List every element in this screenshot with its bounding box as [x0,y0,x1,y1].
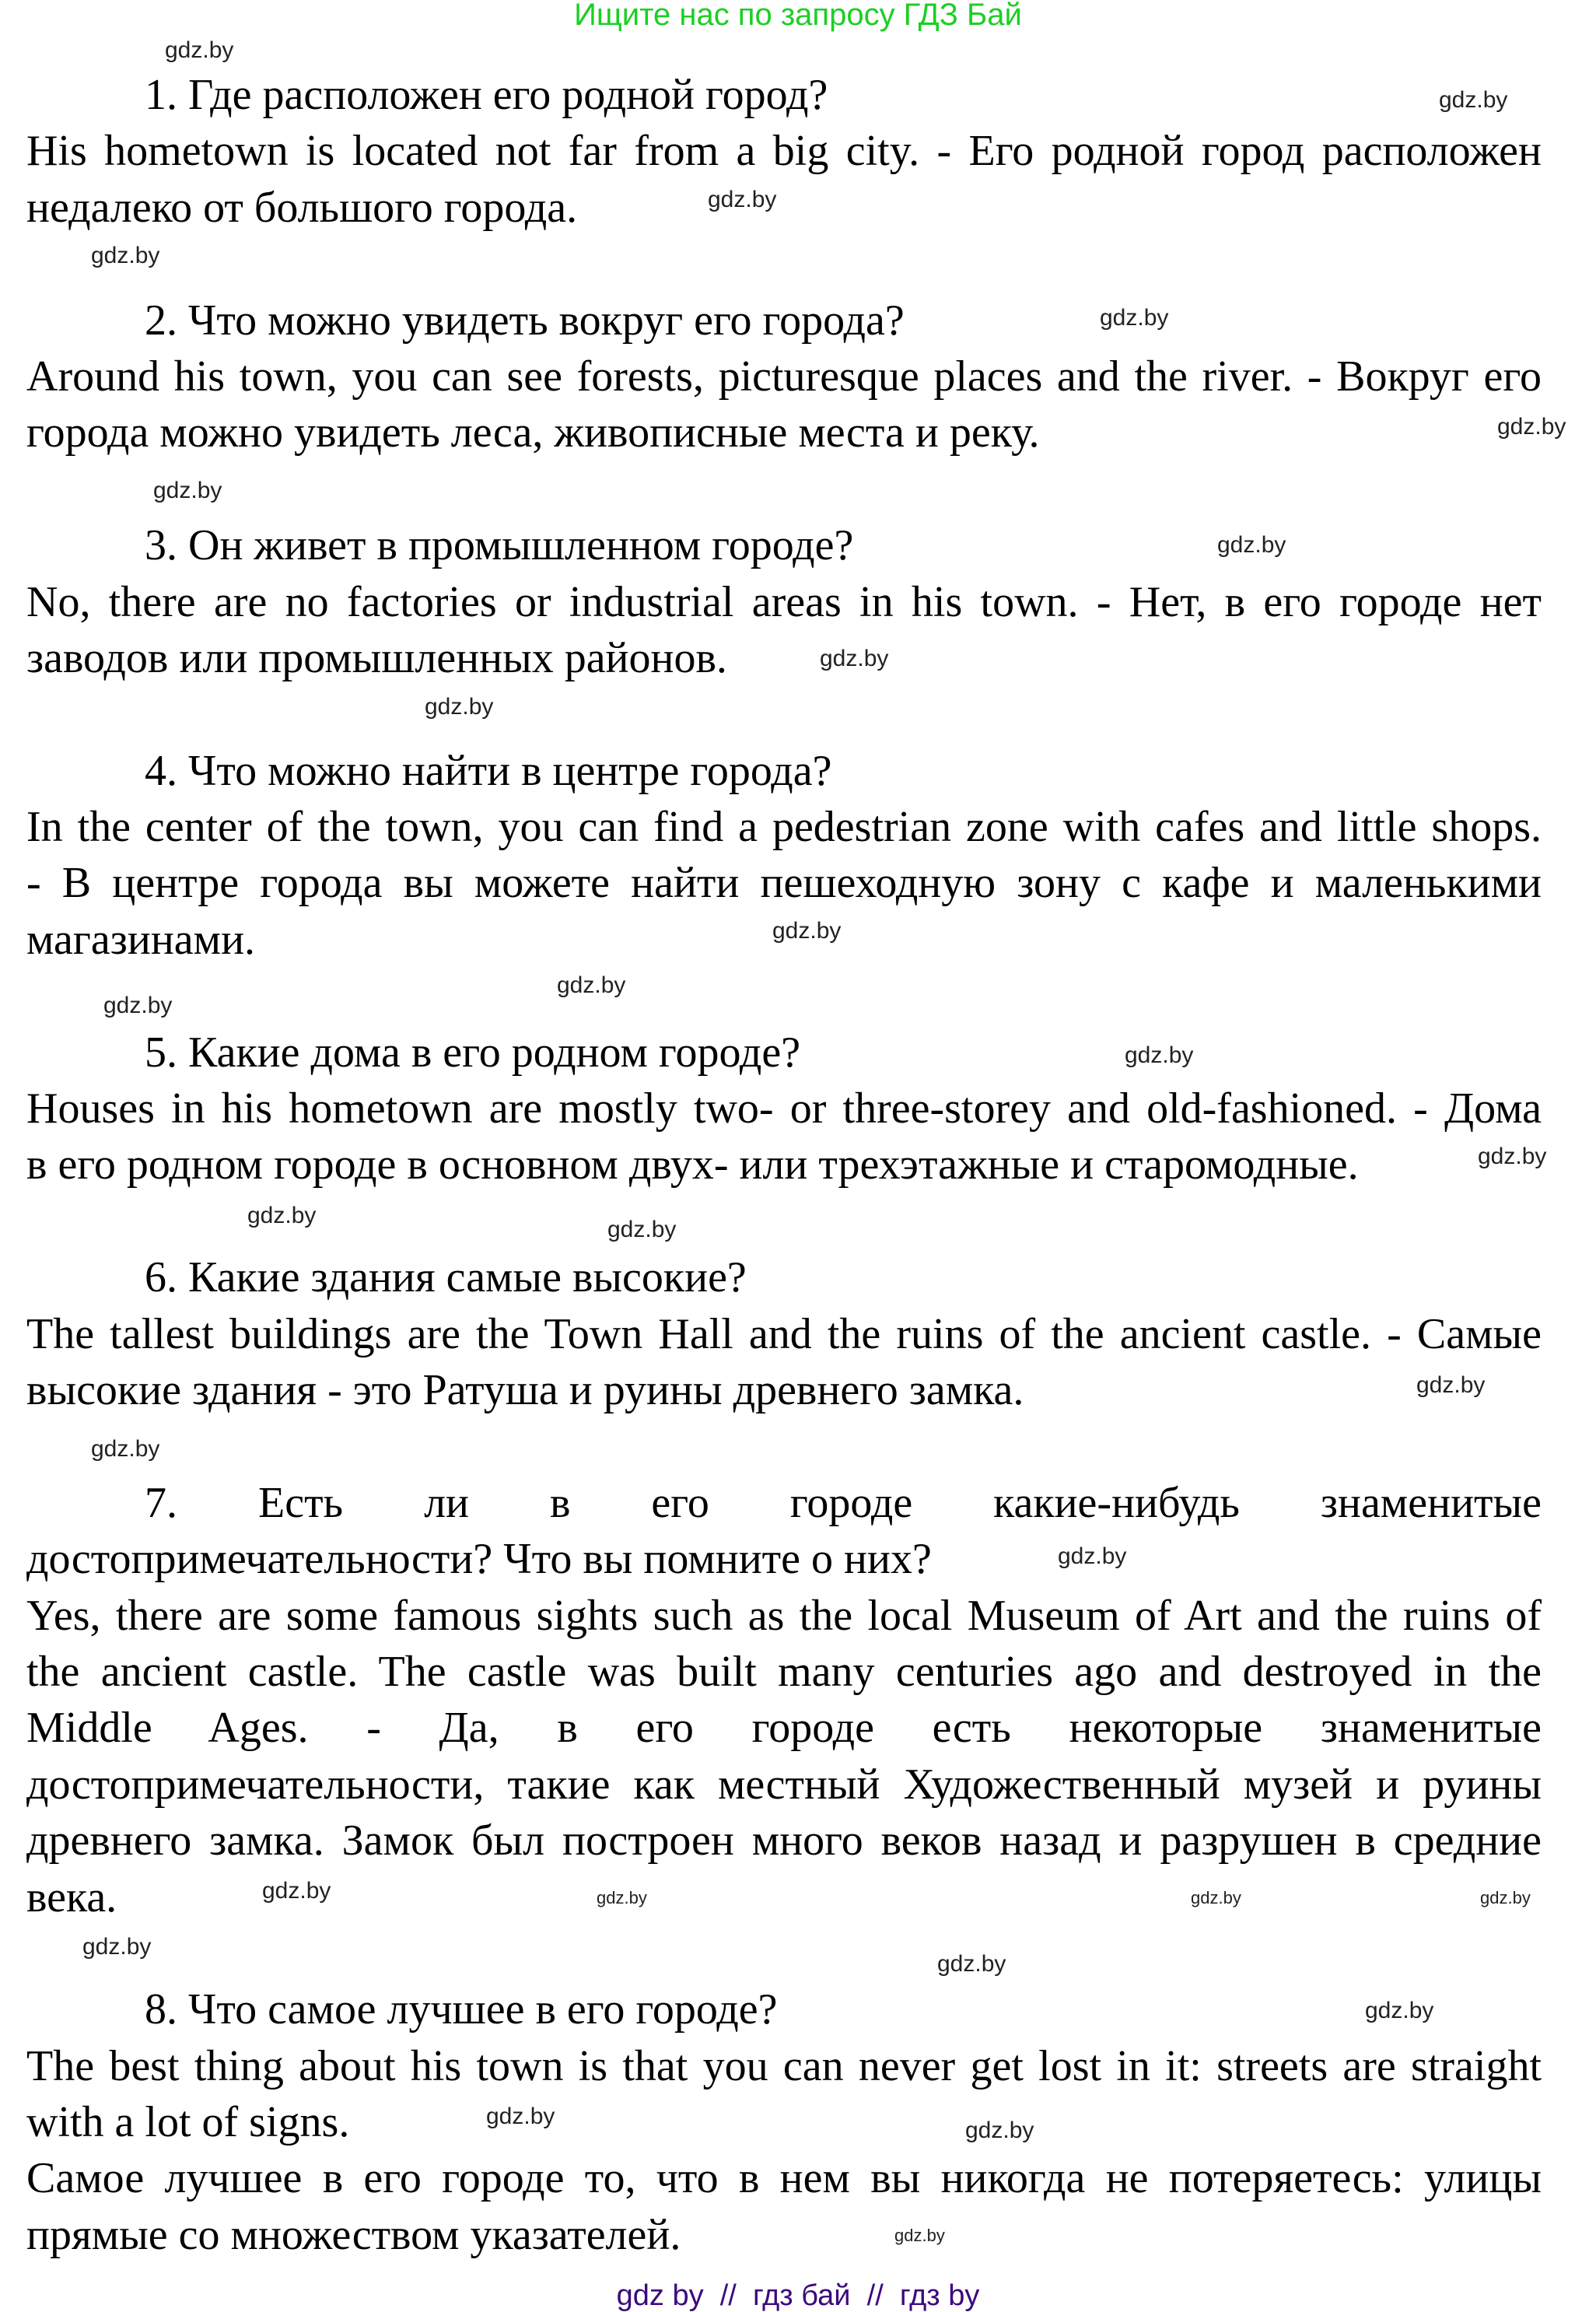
question: 8. Что самое лучшее в его городе? [145,1985,778,2034]
watermark: gdz.by [772,918,842,944]
watermark: gdz.by [247,1203,317,1228]
qa-item-8 [26,1981,1542,2263]
qa-item-5 [26,1025,1542,1193]
answer-line: His hometown is located not far from a big city. - Его родной город расположен [26,127,1542,176]
watermark: gdz.by [1480,1888,1531,1907]
question-continuation: достопримечательности? Что вы помните о них? [26,1535,932,1584]
watermark: gdz.by [894,2226,945,2245]
answer-line: The tallest buildings are the Town Hall and the ruins of the ancient castle. - Самые [26,1309,1542,1358]
answer-line: Around his town, you can see forests, picturesque places and the river. - Вокруг его [26,352,1542,401]
watermark: gdz.by [1191,1888,1241,1907]
watermark: gdz.by [91,1436,160,1462]
footer-link[interactable]: гдз бай [752,2279,851,2312]
watermark: gdz.by [597,1888,647,1907]
question: 6. Какие здания самые высокие? [145,1253,747,1302]
watermark: gdz.by [103,993,173,1018]
question: 4. Что можно найти в центре города? [145,746,832,795]
watermark: gdz.by [425,694,494,720]
footer-separator: // [866,2279,884,2312]
answer-line: In the center of the town, you can find a pedestrian zone with cafes and little shops. [26,803,1542,852]
question: 3. Он живет в промышленном городе? [145,521,854,570]
watermark: gdz.by [965,2118,1034,2143]
watermark: gdz.by [91,243,160,268]
answer-line: The best thing about his town is that you can never get lost in it: streets are straight [26,2041,1542,2090]
answer-line: города можно увидеть леса, живописные места и реку. [26,408,1040,457]
answer-line: Самое лучшее в его городе то, что в нем вы никогда не потеряетесь: улицы [26,2154,1542,2203]
watermark: gdz.by [82,1934,152,1960]
qa-item-1 [26,67,1542,236]
qa-item-6 [26,1249,1542,1418]
answer-line: заводов или промышленных районов. [26,633,727,682]
search-banner: Ищите нас по запросу ГДЗ Бай [574,0,1022,32]
footer-separator: // [719,2279,737,2312]
answer-line: Houses in his hometown are mostly two- or three-storey and old-fashioned. - Дома [26,1084,1542,1133]
watermark: gdz.by [937,1951,1006,1977]
watermark: gdz.by [1416,1372,1486,1398]
answer-line: the ancient castle. The castle was built many centuries ago and destroyed in the [26,1647,1542,1696]
watermark: gdz.by [1365,1998,1434,2023]
watermark: gdz.by [153,478,222,503]
watermark: gdz.by [1217,532,1286,558]
answer-line: - В центре города вы можете найти пешеходную зону с кафе и маленькими [26,859,1542,908]
answer-line: высокие здания - это Ратуша и руины древнего замка. [26,1365,1024,1414]
footer-link[interactable]: gdz by [616,2279,704,2312]
question: 1. Где расположен его родной город? [145,71,828,119]
answer-line: прямые со множеством указателей. [26,2210,681,2259]
watermark: gdz.by [1497,414,1566,440]
answer-line: достопримечательности, такие как местный Художественный музей и руины [26,1760,1542,1809]
answer-line: Middle Ages. - Да, в его городе есть некоторые знаменитые [26,1704,1542,1753]
qa-item-3 [26,517,1542,686]
question: 2. Что можно увидеть вокруг его города? [145,296,905,345]
watermark: gdz.by [1100,305,1169,331]
answer-line: Yes, there are some famous sights such as the local Museum of Art and the ruins of [26,1591,1542,1640]
answer-line: with a lot of signs. [26,2098,350,2147]
question: 5. Какие дома в его родном городе? [145,1028,801,1077]
answer-line: No, there are no factories or industrial areas in his town. - Нет, в его городе нет [26,577,1542,626]
watermark: gdz.by [486,2104,555,2129]
qa-item-7 [26,1475,1542,1925]
answer-line: в его родном городе в основном двух- или трехэтажные и старомодные. [26,1140,1359,1189]
answer-line: магазинами. [26,915,256,964]
watermark: gdz.by [557,972,626,998]
footer-links [617,2279,980,2312]
watermark: gdz.by [1058,1543,1127,1569]
watermark: gdz.by [708,187,777,212]
answer-line: древнего замка. Замок был построен много веков назад и разрушен в средние [26,1816,1542,1865]
qa-item-2 [26,293,1542,461]
answer-line: недалеко от большого города. [26,183,578,232]
watermark: gdz.by [165,37,234,63]
answer-line: века. [26,1872,117,1921]
watermark: gdz.by [1439,87,1508,113]
footer-link[interactable]: гдз by [899,2279,980,2312]
watermark: gdz.by [607,1217,677,1242]
watermark: gdz.by [1125,1042,1194,1068]
question: 7. Есть ли в его городе какие-нибудь знаменитые [145,1478,1542,1527]
document-body [26,67,1542,2263]
watermark: gdz.by [820,646,889,671]
watermark: gdz.by [1478,1144,1547,1169]
watermark: gdz.by [262,1878,331,1904]
